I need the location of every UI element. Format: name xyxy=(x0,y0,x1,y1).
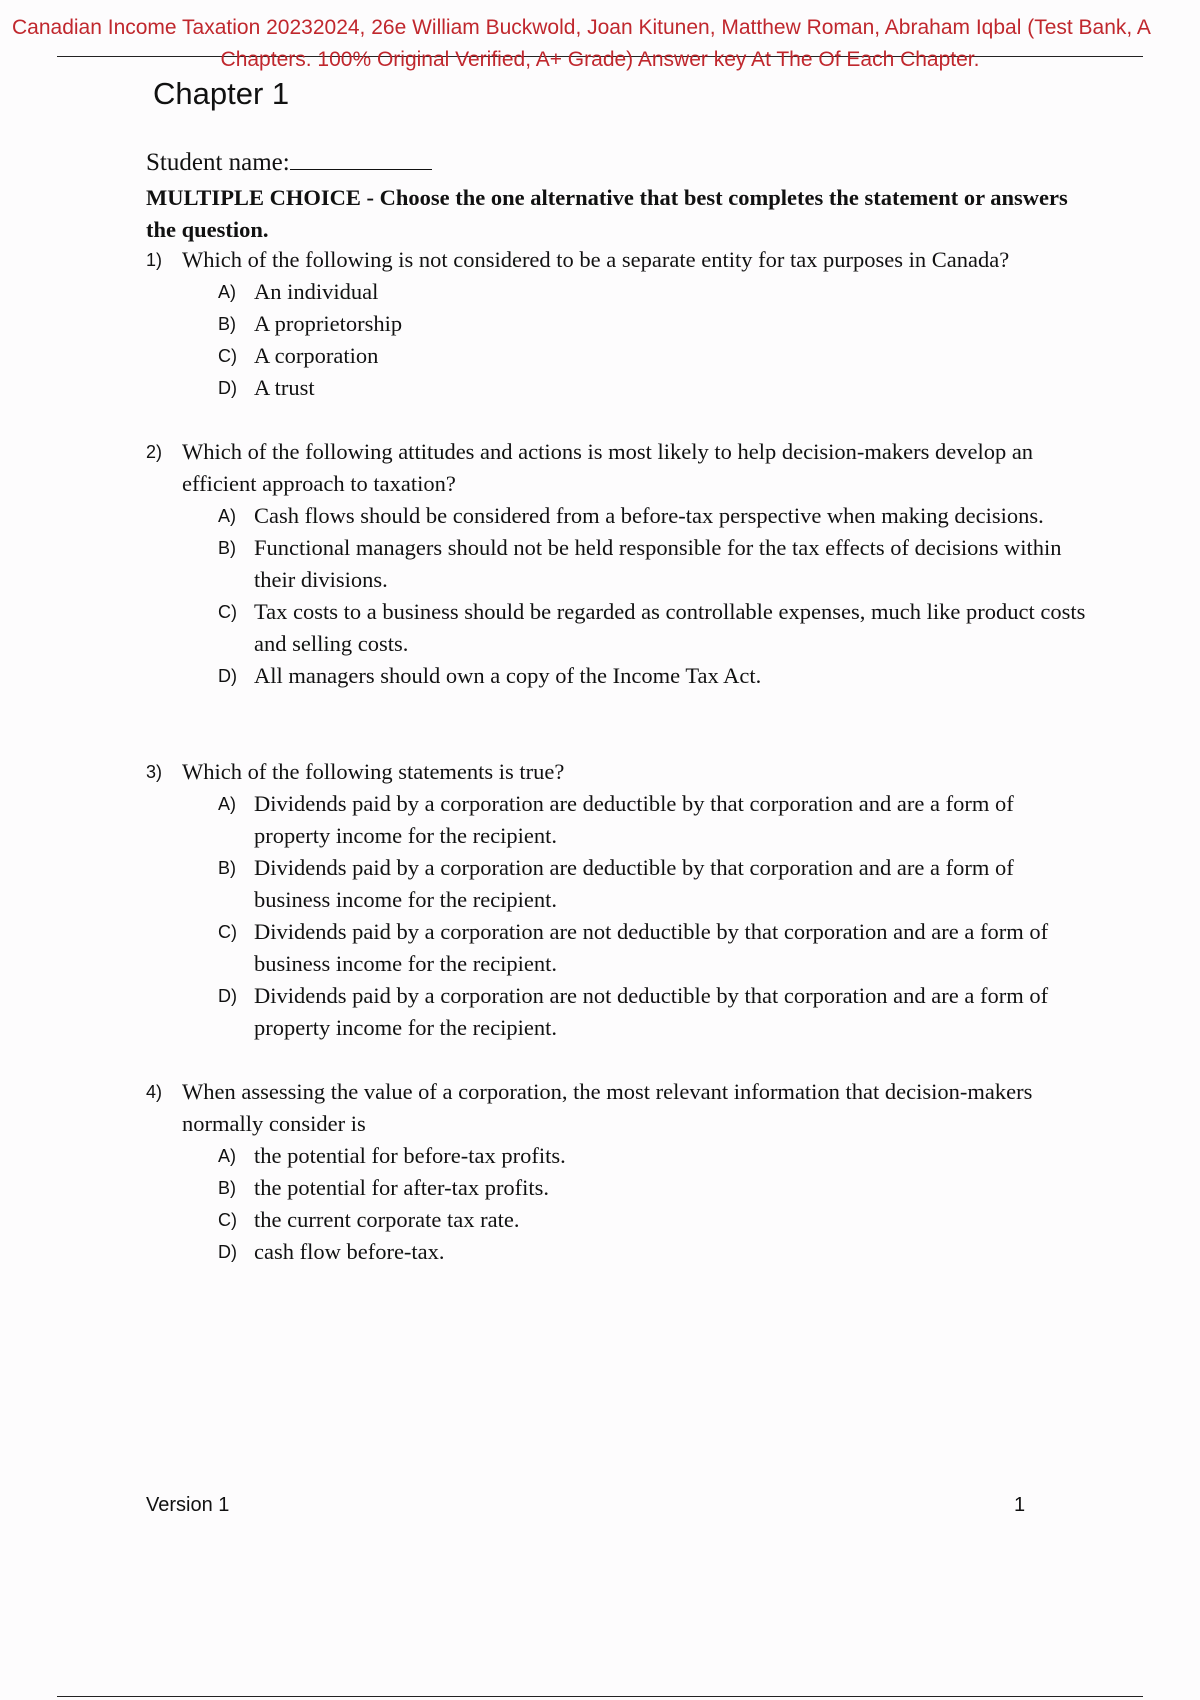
option-letter: A) xyxy=(218,506,236,526)
option-text: An individual xyxy=(254,279,379,304)
option-b xyxy=(218,1172,1086,1204)
question-2 xyxy=(146,436,1086,692)
option-letter: A) xyxy=(218,282,236,302)
option-letter: B) xyxy=(218,858,236,878)
question-number: 3) xyxy=(146,762,163,782)
option-letter: A) xyxy=(218,1146,236,1166)
option-letter: C) xyxy=(218,1210,237,1230)
student-name-field xyxy=(146,147,432,177)
question-number: 4) xyxy=(146,1082,163,1102)
option-text: A proprietorship xyxy=(254,311,403,336)
option-letter: B) xyxy=(218,538,236,558)
option-text: Functional managers should not be held responsible for the tax effects of decisions within their divisions. xyxy=(254,535,1062,592)
option-text: cash flow before-tax. xyxy=(254,1239,445,1264)
option-text: the potential for before-tax profits. xyxy=(254,1143,566,1168)
instructions: MULTIPLE CHOICE - Choose the one alternative that best completes the statement or answers the question. xyxy=(146,185,1068,242)
option-b xyxy=(218,852,1086,916)
option-letter: C) xyxy=(218,346,237,366)
option-text: All managers should own a copy of the Income Tax Act. xyxy=(254,663,762,688)
option-text: A corporation xyxy=(254,343,379,368)
option-letter: C) xyxy=(218,602,237,622)
option-text: the current corporate tax rate. xyxy=(254,1207,520,1232)
option-b xyxy=(218,532,1086,596)
question-number: 2) xyxy=(146,442,163,462)
option-d xyxy=(218,980,1086,1044)
option-text: Dividends paid by a corporation are deductible by that corporation and are a form of property income for the recipient. xyxy=(254,791,1014,848)
option-letter: B) xyxy=(218,314,236,334)
chapter-title: Chapter 1 xyxy=(153,76,290,111)
option-c xyxy=(218,596,1086,660)
footer-rule xyxy=(57,1696,1143,1697)
option-d xyxy=(218,1236,1086,1268)
question-3 xyxy=(146,756,1086,1044)
banner-title-line2: Chapters. 100% Original Verified, A+ Grade) Answer key At The Of Each Chapter. xyxy=(220,48,980,71)
option-text: Tax costs to a business should be regarded as controllable expenses, much like product costs and selling costs. xyxy=(254,599,1086,656)
option-letter: D) xyxy=(218,986,237,1006)
question-4 xyxy=(146,1076,1086,1268)
option-letter: D) xyxy=(218,1242,237,1262)
option-d xyxy=(218,372,1086,404)
question-text: Which of the following is not considered to be a separate entity for tax purposes in Canada? xyxy=(182,247,1010,272)
question-text: Which of the following statements is true? xyxy=(182,759,565,784)
option-a xyxy=(218,1140,1086,1172)
question-text: Which of the following attitudes and actions is most likely to help decision-makers develop an efficient approach to taxation? xyxy=(182,439,1034,496)
option-letter: D) xyxy=(218,378,237,398)
option-letter: A) xyxy=(218,794,236,814)
page-number: 1 xyxy=(1014,1494,1026,1516)
option-a xyxy=(218,500,1086,532)
option-text: Dividends paid by a corporation are not deductible by that corporation and are a form of property income for the recipient. xyxy=(254,983,1049,1040)
option-c xyxy=(218,1204,1086,1236)
question-number: 1) xyxy=(146,250,163,270)
student-name-label: Student name: xyxy=(146,149,290,176)
option-letter: D) xyxy=(218,666,237,686)
option-a xyxy=(218,276,1086,308)
question-text: When assessing the value of a corporation, the most relevant information that decision-makers normally consider is xyxy=(182,1079,1033,1136)
option-letter: C) xyxy=(218,922,237,942)
footer-version: Version 1 xyxy=(146,1494,230,1516)
option-text: Dividends paid by a corporation are deductible by that corporation and are a form of business income for the recipient. xyxy=(254,855,1014,912)
option-b xyxy=(218,308,1086,340)
student-name-blank xyxy=(290,147,432,170)
question-1 xyxy=(146,244,1086,404)
option-c xyxy=(218,340,1086,372)
option-d xyxy=(218,660,1086,692)
banner-title-line1: Canadian Income Taxation 20232024, 26e William Buckwold, Joan Kitunen, Matthew Roman, Abraham Iqbal (Test Bank, A xyxy=(12,16,1151,39)
option-c xyxy=(218,916,1086,980)
option-text: Dividends paid by a corporation are not deductible by that corporation and are a form of business income for the recipient. xyxy=(254,919,1049,976)
option-text: A trust xyxy=(254,375,315,400)
option-text: Cash flows should be considered from a before-tax perspective when making decisions. xyxy=(254,503,1044,528)
option-text: the potential for after-tax profits. xyxy=(254,1175,550,1200)
option-letter: B) xyxy=(218,1178,236,1198)
option-a xyxy=(218,788,1086,852)
